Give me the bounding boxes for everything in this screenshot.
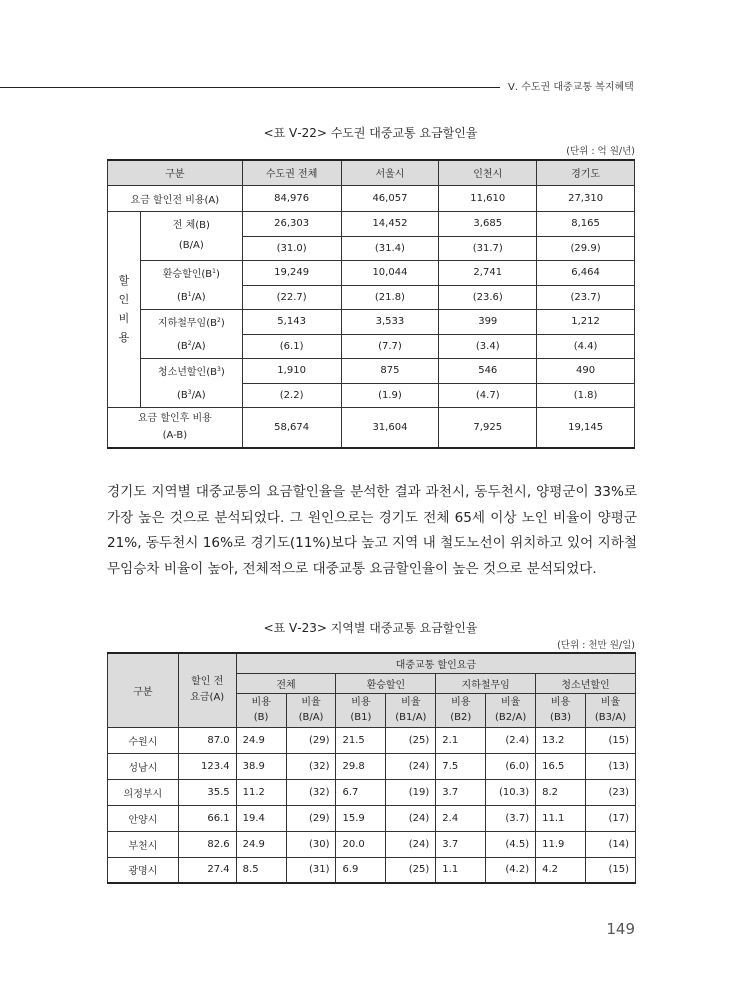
table2-city: 안양시	[108, 805, 179, 831]
table1-header-cell: 서울시	[341, 160, 439, 185]
table1-cell: 84,976	[242, 185, 341, 211]
table2-cell: (15)	[586, 727, 636, 753]
table2-cell: (32)	[286, 779, 336, 805]
table1-after-label: 요금 할인후 비용 (A-B)	[108, 407, 243, 448]
table1-ratio-cell: (29.9)	[537, 236, 635, 260]
table2-cell: 2.4	[436, 805, 486, 831]
table1-cell: 399	[439, 309, 537, 334]
header-rule	[0, 87, 500, 88]
table1-cell: 3,533	[341, 309, 439, 334]
table1-cell: 58,674	[242, 407, 341, 448]
table1-ratio-cell: (1.8)	[537, 383, 635, 407]
table1-ratio-cell: (4.4)	[537, 334, 635, 358]
table2-cell: 24.9	[236, 727, 286, 753]
running-title: Ⅴ. 수도권 대중교통 복지혜택	[508, 82, 634, 93]
table1-cell: 7,925	[439, 407, 537, 448]
table1-ratio-cell: (31.0)	[242, 236, 341, 260]
table2-cell: 3.7	[436, 779, 486, 805]
table1-cell: 1,212	[537, 309, 635, 334]
table1-header-cell: 구분	[108, 160, 243, 185]
table2-cell: 16.5	[536, 753, 586, 779]
table2-city: 부천시	[108, 831, 179, 857]
table1-ratio-cell: (21.8)	[341, 285, 439, 309]
table1-cell: 3,685	[439, 211, 537, 236]
table2-caption: <표 Ⅴ-23> 지역별 대중교통 요금할인율	[263, 621, 478, 635]
table2-cell: (30)	[286, 831, 336, 857]
table2-cell: (19)	[386, 779, 436, 805]
table1-cell: 875	[341, 358, 439, 383]
table1-ratio-cell: (23.6)	[439, 285, 537, 309]
table2-cell: 4.2	[536, 857, 586, 883]
table1-row-label: 지하철무임$(B^2)$ $(B^2/A)$	[140, 309, 242, 358]
page-number: 149	[606, 920, 635, 938]
table1-before-label: 요금 할인전 비용(A)	[108, 185, 243, 211]
table1-cell: 14,452	[341, 211, 439, 236]
table2-cell: 15.9	[336, 805, 386, 831]
table2-cell: 8.2	[536, 779, 586, 805]
table2-cell: 27.4	[178, 857, 236, 883]
table2-cell: (4.2)	[486, 857, 536, 883]
table2-cell: (24)	[386, 753, 436, 779]
table1-cell: 31,604	[341, 407, 439, 448]
table1-cell: 46,057	[341, 185, 439, 211]
table2-cell: (31)	[286, 857, 336, 883]
table2-cell: (25)	[386, 727, 436, 753]
table2-cell: 6.9	[336, 857, 386, 883]
table2-cell: (4.5)	[486, 831, 536, 857]
table2-header-top: 대중교통 할인요금	[236, 653, 635, 673]
table1-cell: 27,310	[537, 185, 635, 211]
table2-cell: (24)	[386, 831, 436, 857]
table2-cell: (25)	[386, 857, 436, 883]
table1-cell: 10,044	[341, 260, 439, 285]
table2-cell: 8.5	[236, 857, 286, 883]
table1	[107, 159, 635, 449]
table1-row-label: 환승할인$(B^1)$ $(B^1/A)$	[140, 260, 242, 309]
table2-cell: (13)	[586, 753, 636, 779]
table1-row-label: 전 체(B) (B/A)	[140, 211, 242, 260]
table2-cell: (15)	[586, 857, 636, 883]
table2-cell: 123.4	[178, 753, 236, 779]
table2-cell: 29.8	[336, 753, 386, 779]
table1-cell: 11,610	[439, 185, 537, 211]
table2-cell: (29)	[286, 727, 336, 753]
table-row	[108, 779, 636, 805]
table1-group-label: 할 인 비 용	[108, 211, 141, 407]
table2-header-group: 구분	[108, 653, 179, 727]
table2-cell: (6.0)	[486, 753, 536, 779]
table2-cell: 19.4	[236, 805, 286, 831]
table1-header-cell: 경기도	[537, 160, 635, 185]
table-row	[108, 831, 636, 857]
table1-ratio-cell: (23.7)	[537, 285, 635, 309]
table2-cell: 1.1	[436, 857, 486, 883]
table2-header-col: 비용 (B3)	[536, 693, 586, 727]
table1-cell: 490	[537, 358, 635, 383]
table2-header-col: 비율 (B1/A)	[386, 693, 436, 727]
table1-cell: 6,464	[537, 260, 635, 285]
table2-cell: 38.9	[236, 753, 286, 779]
table1-ratio-cell: (7.7)	[341, 334, 439, 358]
table2-header-before: 할인 전 요금(A)	[178, 653, 236, 727]
table2-cell: 2.1	[436, 727, 486, 753]
table1-ratio-cell: (2.2)	[242, 383, 341, 407]
table1-ratio-cell: (22.7)	[242, 285, 341, 309]
table1-ratio-cell: (1.9)	[341, 383, 439, 407]
table2-unit: (단위 : 천만 원/일)	[557, 640, 635, 651]
table1-cell: 5,143	[242, 309, 341, 334]
table2-cell: 21.5	[336, 727, 386, 753]
table2-cell: 7.5	[436, 753, 486, 779]
table2-header-sub: 지하철무임	[436, 673, 536, 693]
table2-cell: 13.2	[536, 727, 586, 753]
table2-cell: 11.1	[536, 805, 586, 831]
table1-header-cell: 수도권 전체	[242, 160, 341, 185]
table-row	[108, 753, 636, 779]
table2-header-sub: 전체	[236, 673, 336, 693]
table2-header-col: 비용 (B1)	[336, 693, 386, 727]
table1-cell: 19,145	[537, 407, 635, 448]
table2-cell: 87.0	[178, 727, 236, 753]
table2-cell: 11.9	[536, 831, 586, 857]
table2-cell: (24)	[386, 805, 436, 831]
table1-cell: 546	[439, 358, 537, 383]
table2-cell: 20.0	[336, 831, 386, 857]
table2-city: 수원시	[108, 727, 179, 753]
table1-ratio-cell: (31.4)	[341, 236, 439, 260]
table1-ratio-cell: (4.7)	[439, 383, 537, 407]
table-row	[108, 805, 636, 831]
table2-city: 의정부시	[108, 779, 179, 805]
table2-header-sub: 청소년할인	[536, 673, 636, 693]
table2-header-col: 비용 (B)	[236, 693, 286, 727]
table2-cell: 11.2	[236, 779, 286, 805]
table1-cell: 19,249	[242, 260, 341, 285]
table2-cell: (17)	[586, 805, 636, 831]
body-paragraph: 경기도 지역별 대중교통의 요금할인율을 분석한 결과 과천시, 동두천시, 양평군이 33%로 가장 높은 것으로 분석되었다. 그 원인으로는 경기도 전체 65세 이상 노인 비율이 양평군 21%, 동두천시 16%로 경기도(11%)보다 높고 지역 내 철도노선이 위치하고 있어 지하철무임승차 비율이 높아, 전체적으로 대중교통 요금할인율이 높은 것으로 분석되었다.	[107, 484, 637, 577]
table2-cell: 66.1	[178, 805, 236, 831]
table2-cell: (3.7)	[486, 805, 536, 831]
table1-cell: 2,741	[439, 260, 537, 285]
table1-cell: 8,165	[537, 211, 635, 236]
table-row	[108, 727, 636, 753]
table2-city: 성남시	[108, 753, 179, 779]
table2-cell: (14)	[586, 831, 636, 857]
table2-cell: (32)	[286, 753, 336, 779]
table-row	[108, 857, 636, 883]
table1-row-label: 청소년할인$(B^3)$ $(B^3/A)$	[140, 358, 242, 407]
table2-cell: 6.7	[336, 779, 386, 805]
table1-cell: 1,910	[242, 358, 341, 383]
table2-cell: (23)	[586, 779, 636, 805]
table2-header-sub: 환승할인	[336, 673, 436, 693]
table2-cell: 24.9	[236, 831, 286, 857]
table1-header-cell: 인천시	[439, 160, 537, 185]
table2-header-col: 비용 (B2)	[436, 693, 486, 727]
table1-caption: <표 Ⅴ-22> 수도권 대중교통 요금할인율	[263, 126, 478, 140]
table2-cell: 82.6	[178, 831, 236, 857]
table2-header-col: 비율 (B2/A)	[486, 693, 536, 727]
table2-cell: 35.5	[178, 779, 236, 805]
table2-header-col: 비율 (B/A)	[286, 693, 336, 727]
table1-unit: (단위 : 억 원/년)	[566, 146, 635, 157]
table2-cell: 3.7	[436, 831, 486, 857]
table2-cell: (10.3)	[486, 779, 536, 805]
table2-cell: (2.4)	[486, 727, 536, 753]
table2-header-col: 비율 (B3/A)	[586, 693, 636, 727]
table2	[107, 652, 636, 884]
table1-ratio-cell: (3.4)	[439, 334, 537, 358]
table2-cell: (29)	[286, 805, 336, 831]
table1-ratio-cell: (6.1)	[242, 334, 341, 358]
table1-ratio-cell: (31.7)	[439, 236, 537, 260]
table1-cell: 26,303	[242, 211, 341, 236]
table2-city: 광명시	[108, 857, 179, 883]
